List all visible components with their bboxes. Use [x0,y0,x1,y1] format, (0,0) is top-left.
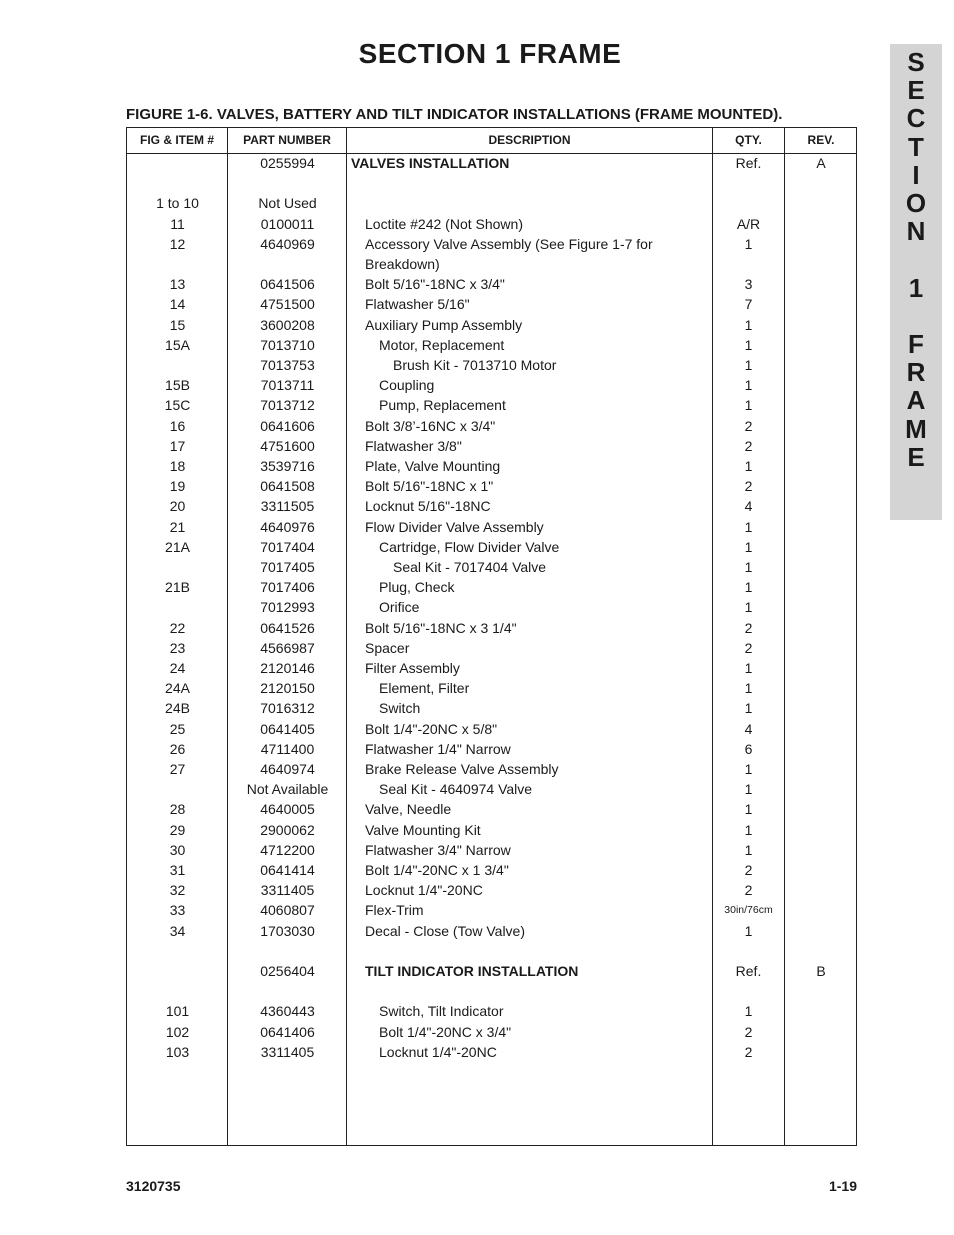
description-cell: Filter Assembly [365,660,460,676]
column-header-description: DESCRIPTION [488,133,571,147]
qty-cell: 1 [744,1003,753,1020]
description-cell: Flatwasher 3/4" Narrow [365,841,511,858]
part-number-cell: 4360443 [260,1003,315,1020]
part-number-cell: 4711400 [260,740,315,757]
part-number-cell: 0641405 [260,720,315,737]
fig-item-cell: 15B [165,377,190,394]
qty-cell: 1 [744,377,753,394]
part-number-cell: 3311405 [260,882,315,899]
qty-cell: 1 [744,458,753,474]
part-number-cell: 3311405 [260,1043,315,1060]
side-tab-letter: E [907,441,925,472]
rev-cell: A [816,155,826,171]
part-number-cell: Not Available [246,781,329,798]
fig-item-cell: 26 [169,740,186,757]
side-tab-letter: 1 [908,272,924,303]
fig-item-cell: 101 [165,1003,190,1020]
qty-cell: 6 [744,740,753,757]
part-number-cell: 4751500 [260,296,315,313]
fig-item-cell: 15A [165,336,190,353]
side-tab-letter: E [907,75,925,106]
part-number-cell: 3311505 [260,498,315,515]
fig-item-cell: 17 [169,437,186,454]
qty-cell: 1 [744,781,753,798]
fig-item-cell: 25 [169,720,186,737]
description-cell: Flatwasher 5/16" [365,296,470,313]
qty-cell: 1 [744,235,753,252]
part-number-cell: 0100011 [260,215,315,232]
side-tab-letter: T [908,131,924,162]
part-number-cell: 7017405 [260,559,315,575]
description-cell: Brake Release Valve Assembly [365,761,559,777]
qty-cell: 2 [744,619,753,636]
part-number-cell: 4640976 [260,518,315,535]
part-number-cell: 2900062 [260,821,315,838]
description-cell: Loctite #242 (Not Shown) [365,215,523,232]
qty-cell: 1 [744,397,753,414]
qty-cell: 7 [744,296,753,313]
figure-title: FIGURE 1-6. VALVES, BATTERY AND TILT INDICATOR INSTALLATIONS (FRAME MOUNTED). [126,106,783,123]
part-number-cell: 2120150 [260,680,315,697]
qty-cell: 1 [744,336,753,353]
part-number-cell: 0641406 [260,1023,315,1040]
qty-cell: 2 [744,639,753,656]
fig-item-cell: 21 [169,518,186,535]
fig-item-cell: 20 [169,498,186,515]
fig-item-cell: 13 [169,276,186,293]
rev-cell: B [816,963,826,979]
side-tab-letter: C [906,103,926,134]
description-cell: Seal Kit - 4640974 Valve [379,781,533,798]
fig-item-cell: 21B [165,579,190,596]
fig-item-cell: 24A [165,680,190,697]
description-cell: Switch [379,700,421,717]
qty-cell: 1 [744,761,753,777]
description-cell: Decal - Close (Tow Valve) [365,922,526,939]
description-cell: Switch, Tilt Indicator [379,1003,504,1020]
qty-cell: 3 [744,276,753,293]
qty-cell: 1 [744,559,753,575]
fig-item-cell: 23 [169,639,186,656]
part-number-cell: 7013711 [260,377,315,394]
fig-item-cell: 18 [169,458,186,474]
description-cell: Breakdown) [365,256,440,272]
column-header-part-number: PART NUMBER [243,133,331,147]
qty-cell: 1 [744,680,753,697]
part-number-cell: 0255994 [260,155,315,171]
fig-item-cell: 24 [169,660,186,676]
fig-item-cell: 33 [169,902,186,919]
part-number-cell: Not Used [258,195,317,212]
description-cell: Bolt 1/4"-20NC x 1 3/4" [365,862,509,878]
description-cell: Locknut 1/4"-20NC [379,1043,497,1060]
description-cell: Bolt 1/4"-20NC x 3/4" [379,1023,512,1040]
description-cell: Bolt 5/16"-18NC x 3/4" [365,276,505,293]
part-number-cell: 0256404 [260,963,315,979]
description-cell: Bolt 5/16"-18NC x 1" [365,478,494,495]
column-divider [784,128,785,1145]
fig-item-cell: 28 [169,801,186,818]
description-cell: Bolt 1/4"-20NC x 5/8" [365,720,498,737]
part-number-cell: 7017406 [260,579,315,596]
fig-item-cell: 15C [164,397,191,414]
qty-cell: 1 [744,801,753,818]
parts-table [126,127,857,1146]
qty-cell: 1 [744,316,753,333]
fig-item-cell: 24B [165,700,190,717]
qty-cell: 30in/76cm [724,904,773,917]
description-cell: Coupling [379,377,435,394]
part-number-cell: 0641506 [260,276,315,293]
qty-cell: Ref. [735,963,762,979]
description-cell: Bolt 3/8’-16NC x 3/4" [365,417,496,434]
fig-item-cell: 1 to 10 [156,195,199,212]
fig-item-cell: 103 [165,1043,190,1060]
description-cell: Valve, Needle [365,801,452,818]
qty-cell: 2 [744,478,753,495]
side-tab-letter: I [912,159,920,190]
description-cell: Plate, Valve Mounting [365,458,501,474]
part-number-cell: 4712200 [260,841,315,858]
side-section-tab [890,44,942,520]
description-cell: Flatwasher 1/4" Narrow [365,740,511,757]
part-number-cell: 7013712 [260,397,315,414]
description-cell: Flatwasher 3/8" [365,437,462,454]
qty-cell: 1 [744,841,753,858]
side-tab-letter: A [906,385,926,416]
qty-cell: 2 [744,862,753,878]
qty-cell: 1 [744,538,753,555]
side-tab-letter: S [907,47,925,77]
part-number-cell: 7013710 [260,336,315,353]
part-number-cell: 3539716 [260,458,315,474]
description-cell: Brush Kit - 7013710 Motor [393,357,557,373]
qty-cell: 1 [744,579,753,596]
description-cell: VALVES INSTALLATION [351,155,510,171]
qty-cell: 1 [744,821,753,838]
fig-item-cell: 14 [169,296,186,313]
fig-item-cell: 21A [165,538,190,555]
column-header-qty: QTY. [735,133,762,147]
part-number-cell: 7017404 [260,538,315,555]
qty-cell: Ref. [735,155,762,171]
description-cell: Orifice [379,599,420,616]
fig-item-cell: 30 [169,841,186,858]
part-number-cell: 4640974 [260,761,315,777]
fig-item-cell: 12 [169,235,186,252]
part-number-cell: 7012993 [260,599,315,616]
description-cell: Valve Mounting Kit [365,821,481,838]
description-cell: Locknut 5/16"-18NC [365,498,491,515]
description-cell: Plug, Check [379,579,455,596]
part-number-cell: 0641526 [260,619,315,636]
fig-item-cell: 27 [169,761,186,777]
fig-item-cell: 22 [169,619,186,636]
section-title: SECTION 1 FRAME [358,38,622,69]
description-cell: Cartridge, Flow Divider Valve [379,538,560,555]
part-number-cell: 4566987 [260,639,315,656]
fig-item-cell: 15 [169,316,186,333]
fig-item-cell: 19 [169,478,186,495]
fig-item-cell: 11 [170,215,185,232]
side-tab-letter: R [906,357,926,388]
qty-cell: 1 [744,700,753,717]
fig-item-cell: 31 [169,862,186,878]
part-number-cell: 4640969 [260,235,315,252]
description-cell: Auxiliary Pump Assembly [365,316,523,333]
qty-cell: 1 [744,922,753,939]
description-cell: Bolt 5/16"-18NC x 3 1/4" [365,619,517,636]
qty-cell: 4 [744,720,753,737]
qty-cell: 2 [744,417,753,434]
part-number-cell: 0641606 [260,417,315,434]
qty-cell: 2 [744,437,753,454]
description-cell: Accessory Valve Assembly (See Figure 1-7 for [365,235,653,252]
fig-item-cell: 32 [169,882,186,899]
document-number: 3120735 [126,1178,181,1194]
page-number: 1-19 [828,1178,857,1194]
qty-cell: 1 [744,660,753,676]
side-tab-letter: N [906,216,926,247]
side-tab-letter: O [905,188,927,218]
description-cell: Pump, Replacement [379,397,506,414]
description-cell: Spacer [365,639,410,656]
part-number-cell: 0641508 [260,478,315,495]
qty-cell: 2 [744,1043,753,1060]
qty-cell: 4 [744,498,753,515]
fig-item-cell: 34 [169,922,186,939]
fig-item-cell: 16 [169,417,186,434]
qty-cell: 1 [744,518,753,535]
qty-cell: A/R [736,215,761,232]
column-header-rev: REV. [807,133,835,147]
description-cell: Flow Divider Valve Assembly [365,518,544,535]
qty-cell: 2 [744,882,753,899]
fig-item-cell: 102 [165,1023,190,1040]
fig-item-cell: 29 [169,821,186,838]
part-number-cell: 2120146 [260,660,315,676]
part-number-cell: 0641414 [260,862,315,878]
description-cell: Motor, Replacement [379,336,505,353]
part-number-cell: 1703030 [260,922,315,939]
description-cell: Element, Filter [379,680,470,697]
qty-cell: 1 [744,357,753,373]
description-cell: Flex-Trim [365,902,424,919]
qty-cell: 1 [744,599,753,616]
description-cell: Seal Kit - 7017404 Valve [393,559,547,575]
part-number-cell: 3600208 [260,316,315,333]
part-number-cell: 4060807 [260,902,315,919]
side-tab-letter: F [908,329,924,359]
part-number-cell: 7016312 [260,700,315,717]
part-number-cell: 4751600 [260,437,315,454]
side-tab-letter: M [905,413,927,444]
qty-cell: 2 [744,1023,753,1040]
description-cell: TILT INDICATOR INSTALLATION [365,963,579,979]
column-header-fig-item: FIG & ITEM # [139,133,214,147]
part-number-cell: 7013753 [260,357,315,373]
description-cell: Locknut 1/4"-20NC [365,882,483,899]
part-number-cell: 4640005 [260,801,315,818]
